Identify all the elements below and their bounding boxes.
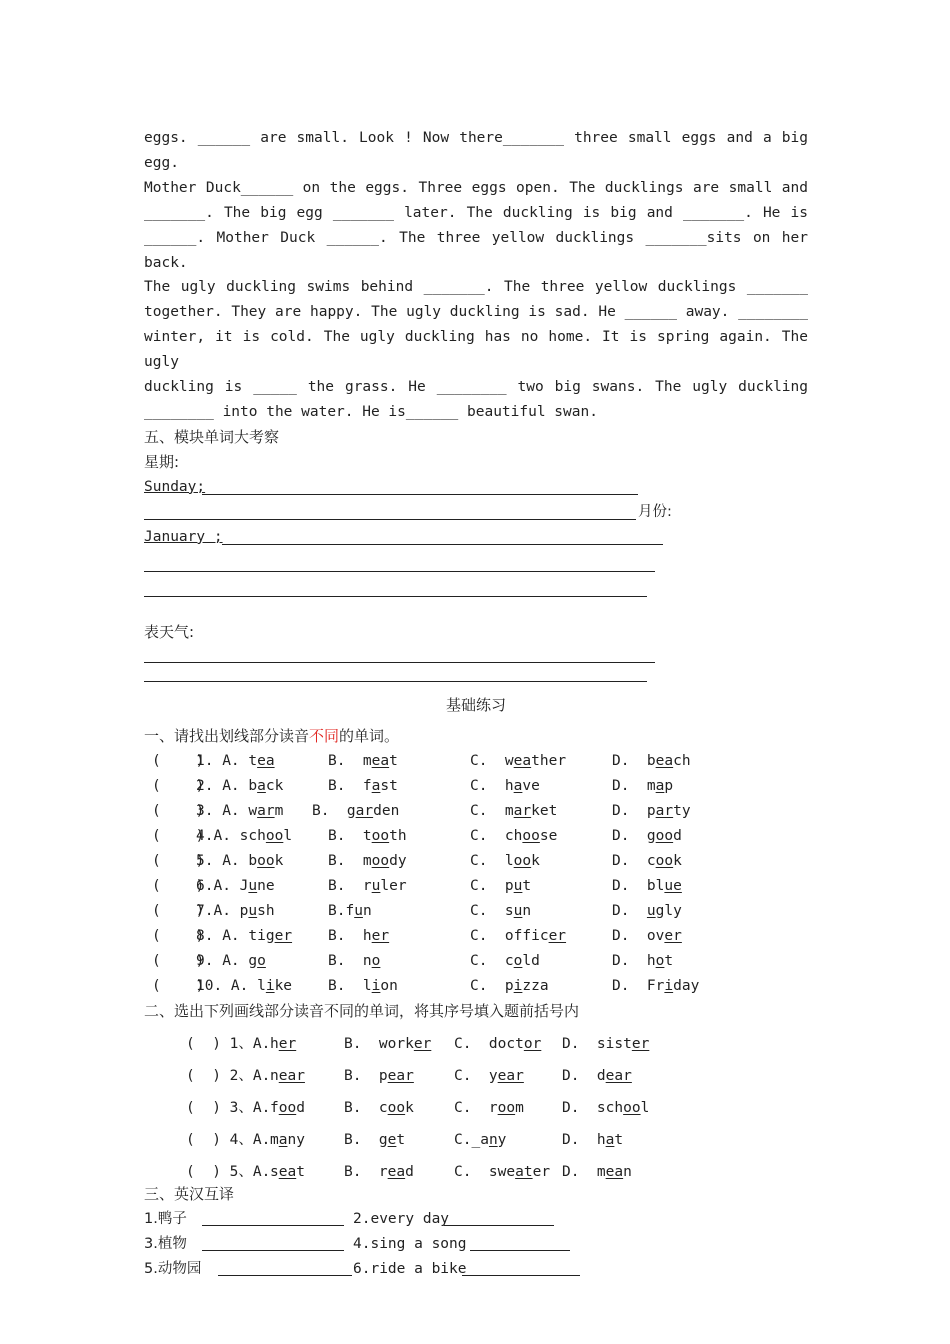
option-c: C. pizza (470, 977, 549, 994)
option-b: B. fast (328, 777, 398, 794)
answer-paren[interactable]: ( ) (152, 952, 205, 969)
month-row (144, 500, 808, 525)
story-line: winter, it is cold. The ugly duckling has no home. It is spring again. The ugly (144, 329, 817, 371)
translation-prompt: 4.sing a song (353, 1235, 467, 1252)
part1-question-list (144, 749, 808, 999)
option-a: 5. A. book (196, 852, 284, 869)
answer-line[interactable] (144, 645, 655, 663)
option-c: C. room (454, 1099, 524, 1116)
option-b: B. no (328, 952, 381, 969)
option-d: D. dear (562, 1067, 632, 1084)
part2-heading: 二、选出下列画线部分读音不同的单词，将其序号填入题前括号内 (144, 1001, 580, 1020)
part3-translation-list (144, 1207, 808, 1282)
question-row (144, 1124, 808, 1156)
option-a: seat (270, 1163, 305, 1180)
option-d: D. sister (562, 1035, 650, 1052)
option-d: D. mean (562, 1163, 632, 1180)
answer-line[interactable] (202, 475, 638, 495)
question-row (144, 749, 808, 774)
option-a: 9. A. go (196, 952, 266, 969)
option-a: 2. A. back (196, 777, 284, 794)
option-a: many (270, 1131, 305, 1148)
question-row (144, 1156, 808, 1182)
option-c: C. cold (470, 952, 540, 969)
option-c: C. have (470, 777, 540, 794)
translation-prompt: 2.every day (353, 1210, 450, 1227)
question-row (144, 849, 808, 874)
option-d: D. blue (612, 877, 682, 894)
answer-paren[interactable]: ( ) 4、A. (186, 1131, 271, 1148)
answer-paren[interactable]: ( ) (152, 752, 205, 769)
option-b: B. worker (344, 1035, 432, 1052)
answer-paren[interactable]: ( ) (152, 777, 205, 794)
answer-paren[interactable]: ( ) (152, 902, 205, 919)
option-c: C. sun (470, 902, 532, 919)
story-line: ________ into the water. He is______ beautiful swan. (144, 403, 598, 420)
option-a: 4.A. school (196, 827, 293, 844)
translation-row (144, 1257, 808, 1282)
question-row (144, 874, 808, 899)
answer-paren[interactable]: ( ) (152, 977, 205, 994)
option-d: D. good (612, 827, 682, 844)
week-label: 星期: (144, 452, 180, 471)
option-c: C. weather (470, 752, 567, 769)
option-b: B. get (344, 1131, 406, 1148)
option-b: B. read (344, 1163, 414, 1180)
option-b: B. ruler (328, 877, 407, 894)
answer-line[interactable] (222, 525, 663, 545)
weather-label: 表天气: (144, 622, 195, 641)
story-paragraph (144, 126, 817, 425)
option-b: B. tooth (328, 827, 407, 844)
answer-paren[interactable]: ( ) 5、A. (186, 1163, 271, 1180)
question-row (144, 924, 808, 949)
story-line: duckling is _____ the grass. He ________ two big swans. The ugly duckling (144, 379, 808, 396)
answer-line[interactable] (444, 1207, 554, 1226)
answer-paren[interactable]: ( ) 1、A. (186, 1035, 271, 1052)
part3-heading: 三、英汉互译 (144, 1184, 235, 1203)
option-a: her (270, 1035, 297, 1052)
option-b: B. lion (328, 977, 398, 994)
january-row (144, 525, 808, 550)
question-row (144, 1060, 808, 1092)
option-d: D. Friday (612, 977, 700, 994)
answer-paren[interactable]: ( ) (152, 802, 205, 819)
month-label: 月份: (638, 503, 672, 520)
answer-paren[interactable]: ( ) 2、A. (186, 1067, 271, 1084)
option-c: C. officer (470, 927, 567, 944)
answer-paren[interactable]: ( ) 3、A. (186, 1099, 271, 1116)
option-b: B. cook (344, 1099, 414, 1116)
story-line: Mother Duck______ on the eggs. Three eggs open. The ducklings are small and (144, 179, 808, 196)
option-a: 8. A. tiger (196, 927, 293, 944)
blank-row (144, 670, 808, 690)
question-row (144, 824, 808, 849)
question-row (144, 899, 808, 924)
section5-heading: 五、模块单词大考察 (144, 427, 280, 446)
sunday-label: Sunday; (144, 478, 206, 495)
option-c: C. market (470, 802, 558, 819)
option-d: D. cook (612, 852, 682, 869)
option-c: C. year (454, 1067, 524, 1084)
option-b: B. garden (312, 802, 400, 819)
part1-heading-text: 的单词。 (339, 726, 400, 745)
answer-line[interactable] (144, 664, 647, 682)
story-line: together. They are happy. The ugly duckling is sad. He ______ away. ________ (144, 304, 808, 321)
option-a: 6.A. June (196, 877, 275, 894)
translation-row (144, 1232, 808, 1257)
sunday-row (144, 475, 808, 500)
story-line: eggs. ______ are small. Look ! Now there_______ three small eggs and a big egg. (144, 130, 817, 171)
translation-prompt: 5.动物园 (144, 1260, 202, 1277)
option-d: D. over (612, 927, 682, 944)
option-b: B. her (328, 927, 390, 944)
option-d: D. beach (612, 752, 691, 769)
part1-heading-emphasis: 不同 (309, 726, 340, 745)
answer-line[interactable] (202, 1232, 344, 1251)
answer-line[interactable] (144, 594, 647, 597)
option-c: C. doctor (454, 1035, 542, 1052)
translation-prompt: 1.鸭子 (144, 1210, 187, 1227)
option-d: D. map (612, 777, 674, 794)
option-c: C. choose (470, 827, 558, 844)
translation-prompt: 3.植物 (144, 1235, 187, 1252)
question-row (144, 1092, 808, 1124)
answer-line[interactable] (462, 1257, 580, 1276)
question-row (144, 974, 808, 999)
option-a: 10. A. like (196, 977, 293, 994)
option-a: 1. A. tea (196, 752, 275, 769)
option-d: D. party (612, 802, 691, 819)
story-line: _______. The big egg _______ later. The duckling is big and _______. He is (144, 204, 808, 221)
answer-line[interactable] (470, 1232, 570, 1251)
option-b: B. meat (328, 752, 398, 769)
option-b: B. moody (328, 852, 407, 869)
option-b: B. pear (344, 1067, 414, 1084)
answer-paren[interactable]: ( ) (152, 827, 205, 844)
option-d: D. hat (562, 1131, 624, 1148)
story-line: The ugly duckling swims behind _______. The three yellow ducklings _______ (144, 279, 808, 296)
question-row (144, 774, 808, 799)
part2-question-list (144, 1028, 808, 1182)
answer-paren[interactable]: ( ) (152, 927, 205, 944)
question-row (144, 949, 808, 974)
translation-prompt: 6.ride a bike (353, 1260, 467, 1277)
answer-line[interactable] (144, 500, 636, 520)
option-a: near (270, 1067, 305, 1084)
answer-line[interactable] (218, 1257, 352, 1276)
option-c: C._any (454, 1131, 507, 1148)
option-a: 3. A. warm (196, 802, 284, 819)
translation-row (144, 1207, 808, 1232)
january-label: January ; (144, 528, 223, 545)
answer-line[interactable] (202, 1207, 344, 1226)
section-title: 基础练习 (445, 695, 506, 714)
option-c: C. sweater (454, 1163, 551, 1180)
answer-line[interactable] (144, 569, 655, 572)
question-row (144, 799, 808, 824)
option-c: C. put (470, 877, 532, 894)
option-a: food (270, 1099, 305, 1116)
option-d: D. school (562, 1099, 650, 1116)
option-c: C. look (470, 852, 540, 869)
story-line: ______. Mother Duck ______. The three yellow ducklings _______sits on her back. (144, 229, 817, 271)
answer-paren[interactable]: ( ) (152, 852, 205, 869)
worksheet (144, 126, 817, 1282)
question-row (144, 1028, 808, 1060)
option-d: D. ugly (612, 902, 682, 919)
blank-row (144, 600, 808, 620)
answer-paren[interactable]: ( ) (152, 877, 205, 894)
option-b: B.fun (328, 902, 372, 919)
option-a: 7.A. push (196, 902, 275, 919)
option-d: D. hot (612, 952, 674, 969)
part1-heading-text: 一、请找出划线部分读音 (144, 726, 310, 745)
part1-heading (144, 724, 808, 749)
